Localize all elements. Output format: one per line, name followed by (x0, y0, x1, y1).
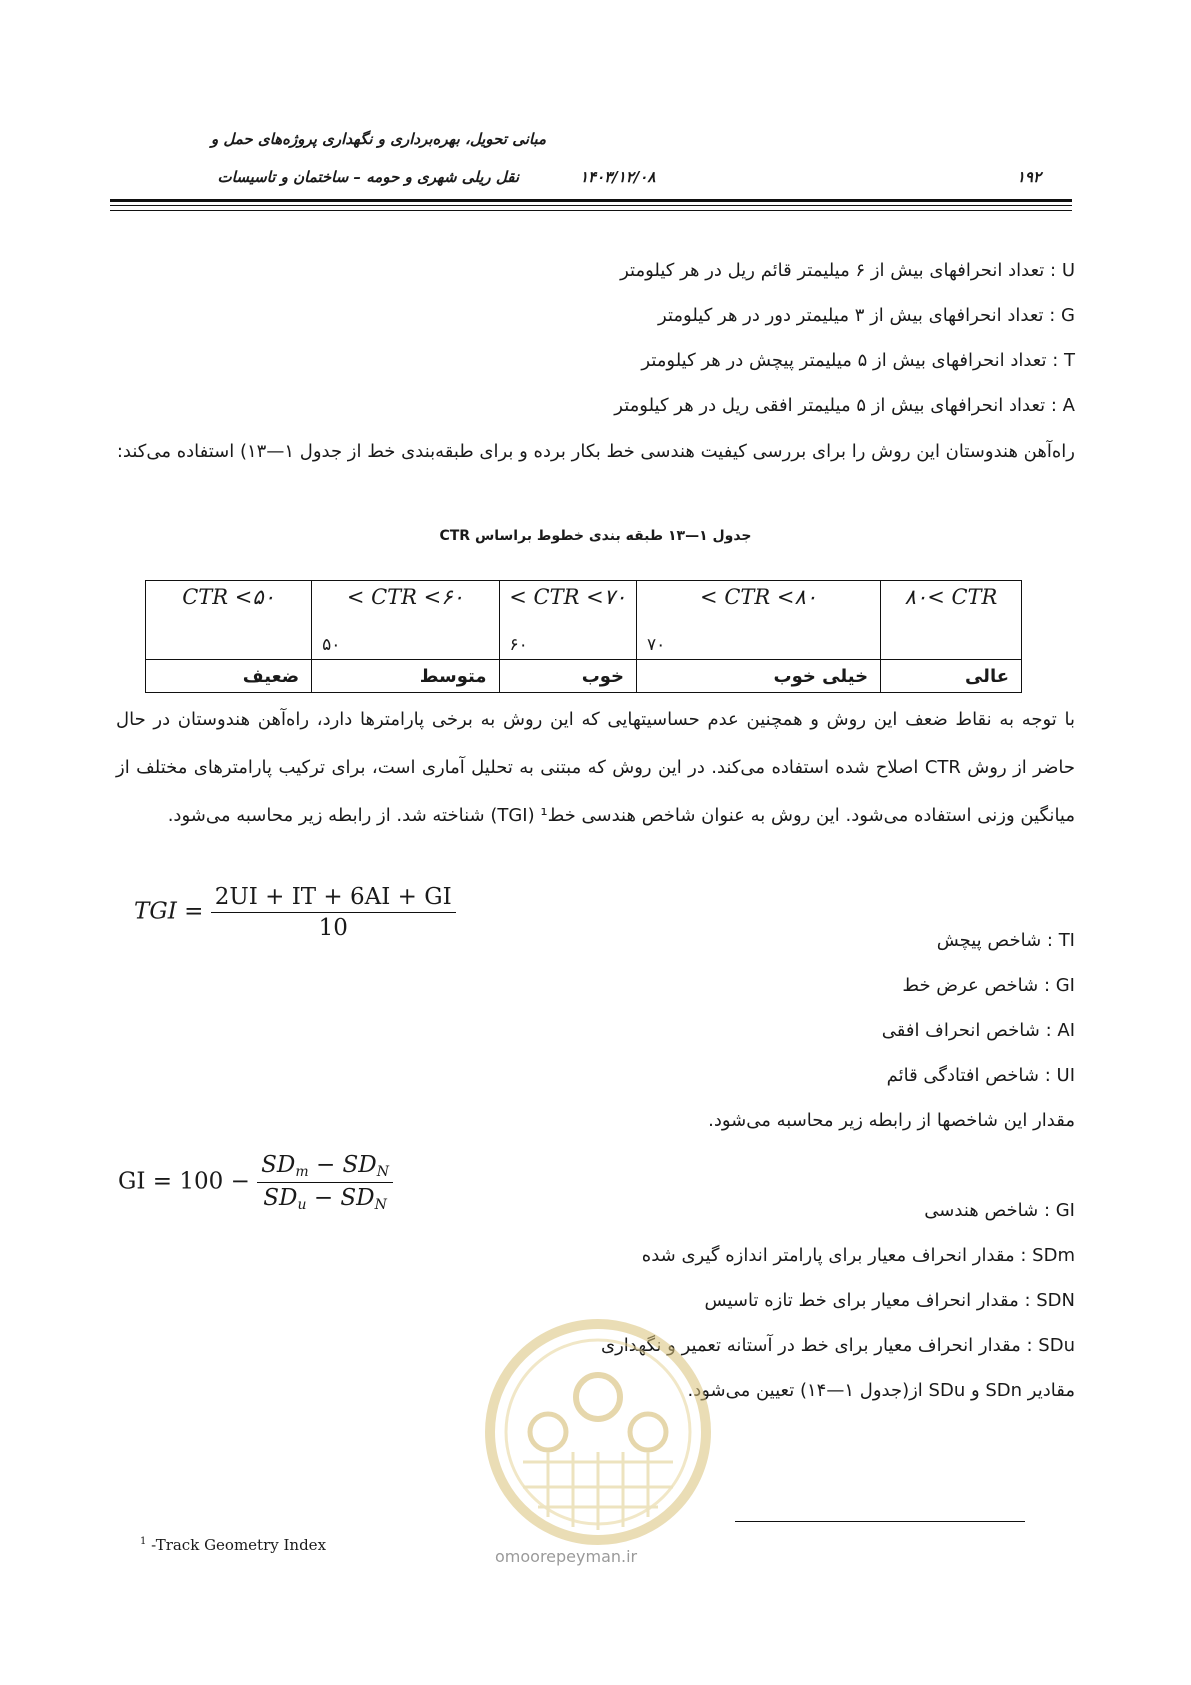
definition-text: مقدار انحراف معیار برای پارامتر اندازه گیری شده (641, 1245, 1015, 1266)
sd-term: SD (263, 1185, 298, 1211)
sd-term: SD (261, 1152, 296, 1178)
definition-symbol: SDu (1038, 1335, 1075, 1356)
sentence-last: مقادیر SDn و SDu از(جدول ۱—۱۴) تعیین می‌شود. (687, 1380, 1075, 1401)
definition-text: تعداد انحرافهای بیش از ۵ میلیمتر افقی ریل در هر کیلومتر (614, 395, 1046, 416)
header-title-line2: نقل ریلی شهری و حومه – ساختمان و تاسیسات (217, 168, 519, 186)
formula-denominator: 10 (318, 915, 348, 941)
table-caption: جدول ۱—۱۳ طبقه بندی خطوط براساس CTR (439, 528, 752, 544)
table-row-classes (146, 660, 1022, 693)
range-label: < CTR <۸۰ (700, 585, 818, 609)
paragraph-1: راه‌آهن هندوستان این روش را برای بررسی کیفیت هندسی خط بکار برده و برای طبقه‌بندی خط از جدول ۱—۱۳) استفاده می‌کند: (116, 441, 1075, 462)
table-cell-range (499, 581, 637, 660)
ctr-classification-table (145, 580, 1022, 693)
formula-denominator: $SD_u - SD_N$ (263, 1185, 387, 1213)
table-cell-class: عالی (881, 660, 1022, 693)
definition-symbol: UI (1056, 1065, 1075, 1086)
table-cell-range (881, 581, 1022, 660)
footnote-rule (735, 1521, 1025, 1522)
definition-text: شاخص پیچش (936, 930, 1042, 951)
page-number: ۱۹۲ (1016, 168, 1041, 186)
definition-sdu: SDu : مقدار انحراف معیار برای خط در آستانه تعمیر و نگهداری (600, 1335, 1075, 1356)
definition-symbol: T (1064, 350, 1075, 371)
sd-subscript: N (376, 1164, 389, 1180)
range-label: < CTR <۷۰ (509, 585, 627, 609)
definition-text: تعداد انحرافهای بیش از ۶ میلیمتر قائم ریل در هر کیلومتر (620, 260, 1045, 281)
sd-term: SD (340, 1185, 375, 1211)
definition-symbol: U (1061, 260, 1075, 281)
definition-u: U : تعداد انحرافهای بیش از ۶ میلیمتر قائم ریل در هر کیلومتر (620, 260, 1075, 281)
formula-fraction (257, 1152, 393, 1213)
header-rule-thin-2 (110, 210, 1072, 211)
sd-subscript: u (297, 1197, 307, 1213)
definition-symbol: GI (1055, 1200, 1075, 1221)
definition-symbol: G (1061, 305, 1075, 326)
formula-lhs: TGI = (134, 898, 204, 925)
definition-a: A : تعداد انحرافهای بیش از ۵ میلیمتر افقی ریل در هر کیلومتر (614, 395, 1075, 416)
sd-subscript: m (295, 1164, 309, 1180)
table-cell-range (312, 581, 499, 660)
range-bound: ۵۰ (322, 635, 341, 655)
table-cell-range (146, 581, 312, 660)
footnote (140, 1536, 326, 1554)
table-cell-class: متوسط (312, 660, 499, 693)
formula-gi (118, 1152, 393, 1213)
definition-sdn: SDN : مقدار انحراف معیار برای خط تازه تاسیس (704, 1290, 1075, 1311)
sentence-indices: مقدار این شاخصها از رابطه زیر محاسبه می‌شود. (708, 1110, 1075, 1131)
definition-text: مقدار انحراف معیار برای خط در آستانه تعمیر و نگهداری (600, 1335, 1021, 1356)
definition-text: تعداد انحرافهای بیش از ۵ میلیمتر پیچش در هر کیلومتر (641, 350, 1047, 371)
definition-ui: UI : شاخص افتادگی قائم (886, 1065, 1075, 1086)
range-label: < CTR <۶۰ (346, 585, 464, 609)
definition-sdm: SDm : مقدار انحراف معیار برای پارامتر اندازه گیری شده (641, 1245, 1075, 1266)
header-rule-thin (110, 205, 1072, 206)
sd-term: SD (342, 1152, 377, 1178)
definition-gi: GI : شاخص عرض خط (902, 975, 1075, 996)
footnote-marker: 1 (140, 1536, 147, 1547)
range-label: ۸۰< CTR (904, 585, 998, 609)
definition-text: شاخص انحراف افقی (881, 1020, 1040, 1041)
definition-symbol: AI (1057, 1020, 1075, 1041)
table-cell-class: خوب (499, 660, 637, 693)
table-row-ranges (146, 581, 1022, 660)
definition-symbol: SDm (1032, 1245, 1075, 1266)
definition-symbol: A (1062, 395, 1075, 416)
definition-symbol: SDN (1036, 1290, 1075, 1311)
paragraph-2: با توجه به نقاط ضعف این روش و همچنین عدم حساسیتهایی که این روش به برخی پارامترها دارد، راه‌آهن هندوستان در حال حاضر از روش CTR اصلاح شده استفاده می‌کند. در این روش که مبتنی به تحلیل آماری است، برای ترکیب پارامترهای مختلف از میانگین وزنی استفاده می‌شود. این روش به عنوان شاخص هندسی خط¹ (TGI) شناخته شد. از رابطه زیر محاسبه می‌شود. (116, 709, 1075, 826)
range-bound: ۶۰ (509, 635, 528, 655)
footnote-text: -Track Geometry Index (151, 1536, 327, 1554)
definition-text: شاخص افتادگی قائم (886, 1065, 1039, 1086)
formula-lhs: GI = 100 − (118, 1168, 250, 1195)
definition-ti: TI : شاخص پیچش (936, 930, 1075, 951)
header-date: ۱۴۰۳/۱۲/۰۸ (580, 168, 656, 186)
header-title-line1: مبانی تحویل، بهره‌برداری و نگهداری پروژه‌های حمل و (210, 130, 546, 148)
definition-symbol: TI (1058, 930, 1075, 951)
formula-tgi (134, 884, 456, 941)
watermark-text: omoorepeyman.ir (495, 1547, 638, 1566)
range-label: CTR <۵۰ (182, 585, 275, 609)
formula-fraction (211, 884, 456, 941)
formula-numerator: $SD_m - SD_N$ (257, 1152, 393, 1183)
definition-text: تعداد انحرافهای بیش از ۳ میلیمتر دور در هر کیلومتر (658, 305, 1044, 326)
definition-ai: AI : شاخص انحراف افقی (881, 1020, 1075, 1041)
table-cell-class: خیلی خوب (637, 660, 881, 693)
header-rule-thick (110, 199, 1072, 202)
definition-symbol: GI (1055, 975, 1075, 996)
sd-subscript: N (374, 1197, 387, 1213)
table-cell-class: ضعیف (146, 660, 312, 693)
definition-text: شاخص هندسی (924, 1200, 1039, 1221)
table-cell-range (637, 581, 881, 660)
definition-text: مقدار انحراف معیار برای خط تازه تاسیس (704, 1290, 1019, 1311)
range-bound: ۷۰ (647, 635, 666, 655)
definition-text: شاخص عرض خط (902, 975, 1039, 996)
definition-t: T : تعداد انحرافهای بیش از ۵ میلیمتر پیچش در هر کیلومتر (641, 350, 1075, 371)
formula-numerator: 2UI + IT + 6AI + GI (211, 884, 456, 913)
definition-gi-geometric: GI : شاخص هندسی (924, 1200, 1075, 1221)
definition-g: G : تعداد انحرافهای بیش از ۳ میلیمتر دور در هر کیلومتر (658, 305, 1075, 326)
